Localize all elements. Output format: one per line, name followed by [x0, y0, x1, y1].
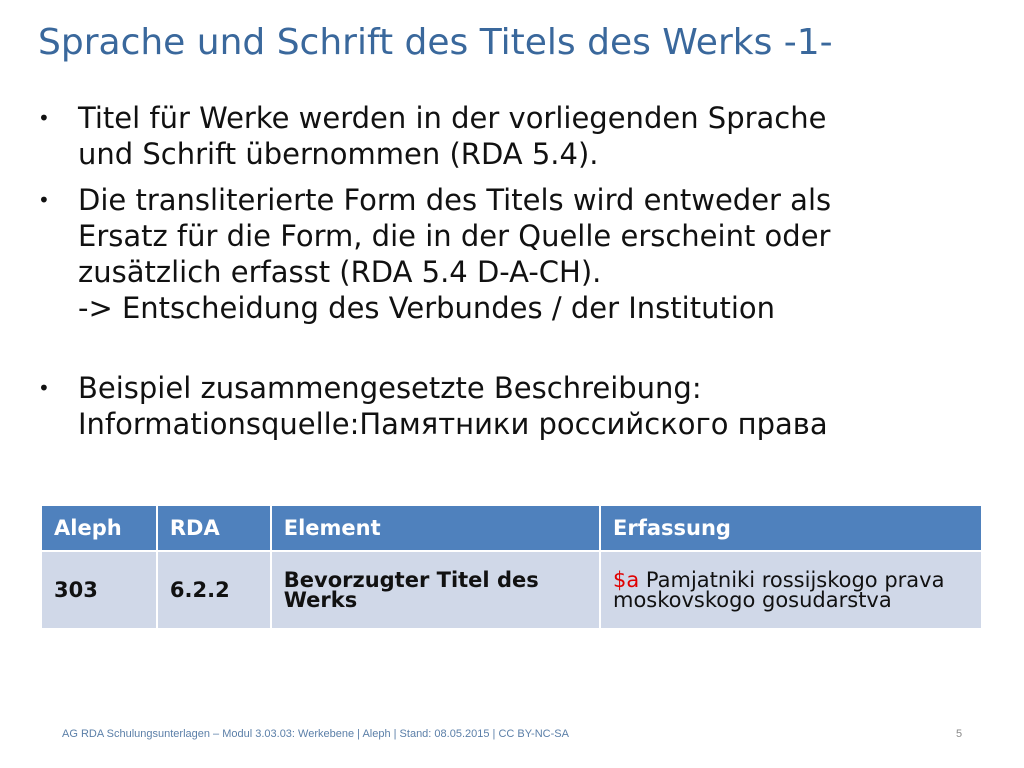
subfield-value: Pamjatniki rossijskogo prava moskovskogo gosudarstva: [613, 568, 945, 612]
bullet-item: [38, 182, 998, 326]
bullet-icon: •: [38, 106, 50, 130]
bullet-text-line: Die transliterierte Form des Titels wird entweder als: [78, 183, 832, 217]
cell-element: Bevorzugter Titel des Werks: [271, 551, 600, 629]
bullet-text-line: Ersatz für die Form, die in der Quelle erscheint oder: [78, 219, 831, 253]
column-header-rda: RDA: [157, 505, 271, 551]
cell-rda: 6.2.2: [157, 551, 271, 629]
bullet-text-line: Beispiel zusammengesetzte Beschreibung:: [78, 371, 702, 405]
table-row: [41, 551, 982, 629]
page-number: 5: [956, 728, 963, 740]
column-header-erfassung: Erfassung: [600, 505, 982, 551]
bullet-item: [38, 100, 998, 172]
bullet-icon: •: [38, 376, 50, 400]
bullet-text-line: zusätzlich erfasst (RDA 5.4 D-A-CH).: [78, 255, 602, 289]
bullet-item: [38, 370, 998, 442]
subfield-code: $a: [613, 568, 640, 592]
cell-erfassung: [600, 551, 982, 629]
column-header-element: Element: [271, 505, 600, 551]
slide-title: Sprache und Schrift des Titels des Werks -1-: [38, 22, 833, 63]
footer-text: AG RDA Schulungsunterlagen – Modul 3.03.03: Werkebene | Aleph | Stand: 08.05.2015 | CC BY-NC-SA: [62, 728, 569, 740]
bullet-text-line: Informationsquelle:Памятники российского права: [78, 407, 828, 441]
bullet-icon: •: [38, 188, 50, 212]
bullet-text-line: -> Entscheidung des Verbundes / der Institution: [78, 291, 776, 325]
cell-aleph: 303: [41, 551, 157, 629]
bullet-text-line: und Schrift übernommen (RDA 5.4).: [78, 137, 599, 171]
bullet-list: [38, 100, 998, 442]
bullet-text-line: Titel für Werke werden in der vorliegenden Sprache: [78, 101, 827, 135]
column-header-aleph: Aleph: [41, 505, 157, 551]
table-header-row: [41, 505, 982, 551]
example-table: [40, 504, 983, 630]
